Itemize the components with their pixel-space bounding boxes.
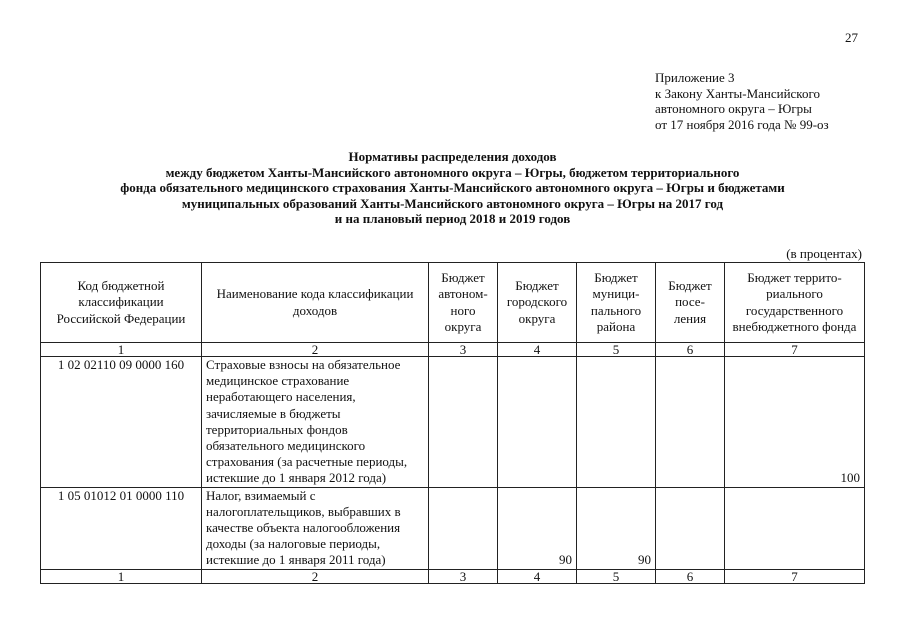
distribution-table — [40, 262, 865, 584]
column-number: 6 — [656, 569, 725, 583]
column-number: 1 — [41, 569, 202, 583]
row-value-city: 90 — [498, 487, 577, 569]
column-number: 3 — [429, 343, 498, 357]
title-line: муниципальных образований Ханты-Мансийского автономного округа – Югры на 2017 год — [181, 195, 724, 211]
header-city-budget: Бюджет городского округа — [498, 263, 577, 343]
title-line: фонда обязательного медицинского страхования Ханты-Мансийского автономного округа – Югры и бюджетами — [120, 180, 785, 196]
row-value-settlement — [656, 487, 725, 569]
column-number: 4 — [498, 343, 577, 357]
header-settlement-budget: Бюджет посе-ления — [656, 263, 725, 343]
appendix-note — [655, 70, 829, 132]
column-number: 5 — [577, 569, 656, 583]
units-note: (в процентах) — [786, 246, 862, 261]
document-title — [40, 149, 865, 227]
column-number: 7 — [725, 343, 865, 357]
header-fund-budget: Бюджет террито-риального государственного внебюджетного фонда — [725, 263, 865, 343]
column-number: 3 — [429, 569, 498, 583]
header-okrug-budget: Бюджет автоном-ного округа — [429, 263, 498, 343]
page-number: 27 — [845, 30, 858, 45]
header-code: Код бюджетной классификации Российской Федерации — [41, 263, 202, 343]
row-value-district — [577, 357, 656, 488]
title-line: между бюджетом Ханты-Мансийского автономного округа – Югры, бюджетом территориального — [165, 164, 740, 180]
column-number: 2 — [202, 343, 429, 357]
row-value-okrug — [429, 487, 498, 569]
row-value-settlement — [656, 357, 725, 488]
column-numbers-row — [41, 569, 865, 583]
header-row — [41, 263, 865, 343]
column-numbers-row — [41, 343, 865, 357]
column-number: 4 — [498, 569, 577, 583]
column-number: 7 — [725, 569, 865, 583]
appendix-line: автономного округа – Югры — [655, 101, 812, 116]
row-code: 1 02 02110 09 0000 160 — [41, 357, 202, 488]
header-district-budget: Бюджет муници-пального района — [577, 263, 656, 343]
table-row — [41, 357, 865, 488]
appendix-line: Приложение 3 — [655, 70, 735, 85]
row-value-fund: 100 — [725, 357, 865, 488]
row-name: Налог, взимаемый с налогоплательщиков, выбравших в качестве объекта налогообложения доходы (за налоговые периоды, истекшие до 1 января 2011 года) — [202, 487, 429, 569]
row-value-district: 90 — [577, 487, 656, 569]
column-number: 2 — [202, 569, 429, 583]
column-number: 5 — [577, 343, 656, 357]
table-row — [41, 487, 865, 569]
header-name: Наименование кода классификации доходов — [202, 263, 429, 343]
row-value-city — [498, 357, 577, 488]
title-line: и на плановый период 2018 и 2019 годов — [334, 211, 571, 227]
title-line: Нормативы распределения доходов — [348, 149, 557, 164]
appendix-line: от 17 ноября 2016 года № 99-оз — [655, 116, 829, 132]
column-number: 6 — [656, 343, 725, 357]
column-number: 1 — [41, 343, 202, 357]
appendix-line: к Закону Ханты-Мансийского — [655, 85, 820, 101]
row-code: 1 05 01012 01 0000 110 — [41, 487, 202, 569]
row-name: Страховые взносы на обязательное медицинское страхование неработающего населения, зачисляемые в бюджеты территориальных фондов обязательного медицинского страхования (за расчетные периоды, истекшие до 1 января 2012 года) — [202, 357, 429, 488]
row-value-fund — [725, 487, 865, 569]
row-value-okrug — [429, 357, 498, 488]
